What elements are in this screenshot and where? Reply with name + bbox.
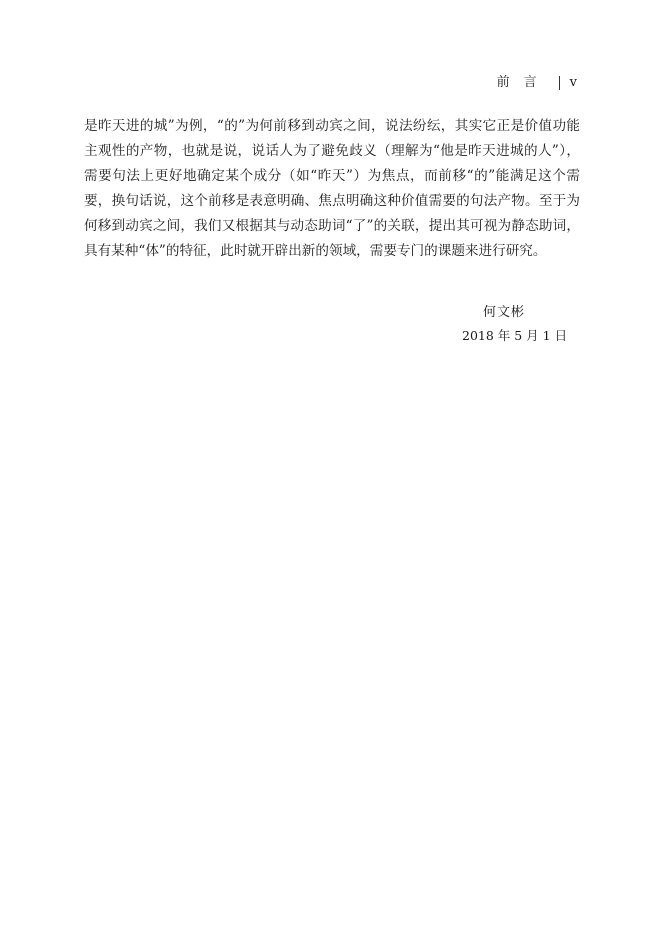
- author-signature: 何文彬: [483, 305, 526, 320]
- body-paragraph: 是昨天进的城”为例，“的”为何前移到动宾之间，说法纷纭，其实它正是价值功能主观性的产物，也就是说，说话人为了避免歧义（理解为“他是昨天进城的人”），需要句法上更好地确定某个成分（如“昨天”）为焦点，而前移“的”能满足这个需要，换句话说，这个前移是表意明确、焦点明确这种价值需要的句法产物。至于为何移到动宾之间，我们又根据其与动态助词“了”的关联，提出其可视为静态助词，具有某种“体”的特征，此时就开辟出新的领域，需要专门的课题来进行研究。: [84, 118, 580, 259]
- header-divider: [559, 76, 560, 90]
- running-header: [497, 74, 577, 92]
- page-number: v: [569, 75, 577, 90]
- signature-date: 2018 年 5 月 1 日: [462, 328, 568, 343]
- section-title: 前言: [496, 75, 551, 90]
